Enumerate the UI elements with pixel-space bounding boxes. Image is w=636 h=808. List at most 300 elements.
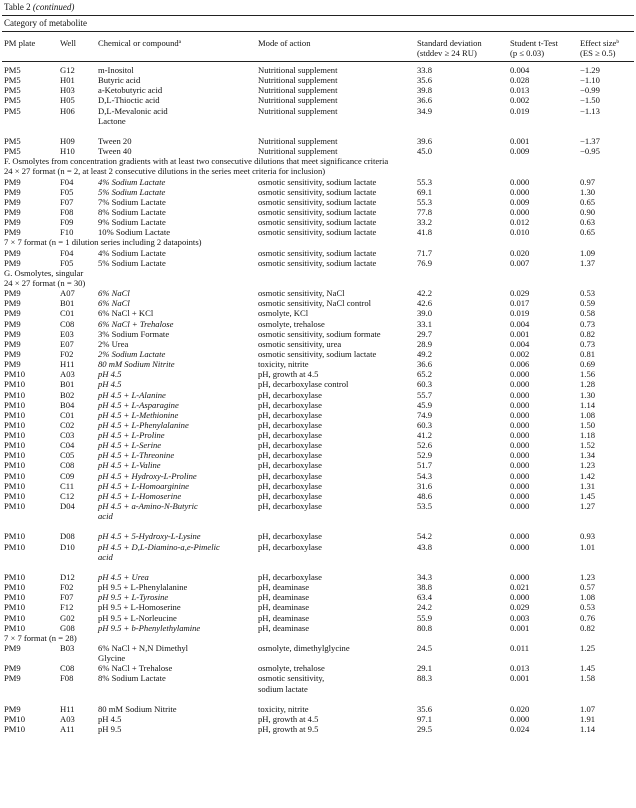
cell-stddev: 34.9 bbox=[417, 105, 433, 116]
cell-well: H09 bbox=[60, 135, 75, 146]
cell-chemical: pH 4.5 + L-Valine bbox=[98, 460, 161, 471]
cell-chemical: 4% Sodium Lactate bbox=[98, 247, 166, 258]
cell-well: H05 bbox=[60, 95, 75, 106]
cell-ttest: 0.000 bbox=[510, 176, 530, 187]
cell-stddev: 55.7 bbox=[417, 389, 433, 400]
cell-chemical: pH 9.5 + L-Phenylalanine bbox=[98, 582, 188, 593]
cell-effect-size: −1.37 bbox=[580, 135, 600, 146]
cell-ttest: 0.020 bbox=[510, 703, 530, 714]
cell-ttest: 0.000 bbox=[510, 430, 530, 441]
cell-effect-size: 0.73 bbox=[580, 318, 596, 329]
cell-stddev: 71.7 bbox=[417, 247, 433, 258]
cell-mode: osmotic sensitivity, sodium lactate bbox=[258, 247, 377, 258]
cell-stddev: 29.7 bbox=[417, 328, 433, 339]
cell-ttest: 0.010 bbox=[510, 227, 530, 238]
cell-chemical: 6% NaCl bbox=[98, 288, 130, 299]
cell-mode: osmotic sensitivity, sodium lactate bbox=[258, 227, 377, 238]
cell-ttest: 0.000 bbox=[510, 531, 530, 542]
cell-effect-size: 1.52 bbox=[580, 440, 596, 451]
cell-mode: Nutritional supplement bbox=[258, 105, 338, 116]
cell-plate: PM10 bbox=[4, 572, 26, 583]
cell-plate: PM10 bbox=[4, 399, 26, 410]
cell-effect-size: 0.82 bbox=[580, 622, 596, 633]
cell-chemical: pH 4.5 + L-Serine bbox=[98, 440, 162, 451]
cell-effect-size: 1.42 bbox=[580, 470, 596, 481]
cell-chemical: acid bbox=[98, 511, 113, 522]
cell-chemical: pH 4.5 bbox=[98, 369, 122, 380]
header-es bbox=[580, 38, 619, 58]
cell-stddev: 60.3 bbox=[417, 379, 433, 390]
section-heading bbox=[0, 238, 636, 248]
cell-ttest: 0.009 bbox=[510, 146, 530, 157]
cell-ttest: 0.013 bbox=[510, 85, 530, 96]
header-es-footnote: b bbox=[616, 39, 620, 45]
cell-effect-size: 0.58 bbox=[580, 308, 596, 319]
header-es-line2: (ES ≥ 0.5) bbox=[580, 48, 616, 58]
cell-stddev: 35.6 bbox=[417, 703, 433, 714]
cell-mode: pH, decarboxylase bbox=[258, 430, 322, 441]
cell-plate: PM10 bbox=[4, 450, 26, 461]
cell-plate: PM10 bbox=[4, 369, 26, 380]
cell-chemical: 80 mM Sodium Nitrite bbox=[98, 359, 175, 370]
cell-mode: pH, decarboxylase bbox=[258, 399, 322, 410]
cell-chemical: pH 4.5 + L-Threonine bbox=[98, 450, 175, 461]
cell-plate: PM10 bbox=[4, 592, 26, 603]
cell-stddev: 39.0 bbox=[417, 308, 433, 319]
cell-mode: toxicity, nitrite bbox=[258, 703, 309, 714]
cell-plate: PM10 bbox=[4, 490, 26, 501]
cell-ttest: 0.003 bbox=[510, 612, 530, 623]
cell-mode: pH, decarboxylase bbox=[258, 450, 322, 461]
cell-effect-size: 1.07 bbox=[580, 703, 596, 714]
cell-mode: osmotic sensitivity, sodium formate bbox=[258, 328, 381, 339]
cell-well: H03 bbox=[60, 85, 75, 96]
cell-stddev: 29.1 bbox=[417, 663, 433, 674]
cell-plate: PM10 bbox=[4, 541, 26, 552]
cell-plate: PM10 bbox=[4, 582, 26, 593]
cell-mode: pH, decarboxylase bbox=[258, 470, 322, 481]
cell-ttest: 0.029 bbox=[510, 602, 530, 613]
cell-ttest: 0.002 bbox=[510, 95, 530, 106]
cell-chemical: 6% NaCl + Trehalose bbox=[98, 663, 173, 674]
section-heading-text: G. Osmolytes, singular bbox=[4, 267, 84, 278]
cell-well: C08 bbox=[60, 663, 75, 674]
cell-ttest: 0.001 bbox=[510, 135, 530, 146]
cell-mode: osmotic sensitivity, sodium lactate bbox=[258, 176, 377, 187]
cell-ttest: 0.000 bbox=[510, 389, 530, 400]
table-row bbox=[0, 614, 636, 624]
cell-well: D12 bbox=[60, 572, 75, 583]
header-chem-text: Chemical or compound bbox=[98, 38, 179, 48]
cell-well: H06 bbox=[60, 105, 75, 116]
cell-chemical: pH 4.5 + L-Phenylalanine bbox=[98, 419, 189, 430]
section-heading-text: 24 × 27 format (n = 30) bbox=[4, 277, 86, 288]
cell-stddev: 33.2 bbox=[417, 217, 433, 228]
table-caption bbox=[4, 3, 74, 12]
cell-mode: pH, decarboxylase bbox=[258, 419, 322, 430]
cell-chemical: pH 4.5 + a-Amino-N-Butyric bbox=[98, 501, 198, 512]
cell-plate: PM5 bbox=[4, 146, 21, 157]
table-row bbox=[0, 573, 636, 583]
cell-stddev: 48.6 bbox=[417, 490, 433, 501]
cell-effect-size: 1.27 bbox=[580, 501, 596, 512]
cell-stddev: 41.2 bbox=[417, 430, 433, 441]
cell-chemical: pH 4.5 + 5-Hydroxy-L-Lysine bbox=[98, 531, 201, 542]
cell-ttest: 0.024 bbox=[510, 724, 530, 735]
cell-stddev: 77.8 bbox=[417, 206, 433, 217]
cell-stddev: 42.6 bbox=[417, 298, 433, 309]
cell-chemical: 6% NaCl + N,N Dimethyl bbox=[98, 643, 189, 654]
cell-plate: PM10 bbox=[4, 480, 26, 491]
cell-effect-size: 1.01 bbox=[580, 541, 596, 552]
cell-well: H01 bbox=[60, 75, 75, 86]
cell-ttest: 0.000 bbox=[510, 490, 530, 501]
cell-ttest: 0.001 bbox=[510, 328, 530, 339]
cell-plate: PM9 bbox=[4, 186, 21, 197]
header-chem bbox=[98, 38, 181, 48]
table-row bbox=[0, 603, 636, 613]
cell-stddev: 80.8 bbox=[417, 622, 433, 633]
cell-stddev: 31.6 bbox=[417, 480, 433, 491]
cell-chemical: pH 4.5 + L-Methionine bbox=[98, 409, 179, 420]
cell-plate: PM9 bbox=[4, 217, 21, 228]
cell-well: A07 bbox=[60, 288, 75, 299]
cell-stddev: 43.8 bbox=[417, 541, 433, 552]
cell-chemical: 5% Sodium Lactate bbox=[98, 186, 166, 197]
cell-ttest: 0.011 bbox=[510, 643, 530, 654]
cell-effect-size: 1.45 bbox=[580, 663, 596, 674]
cell-chemical: 6% NaCl + Trehalose bbox=[98, 318, 174, 329]
cell-mode: osmotic sensitivity, sodium lactate bbox=[258, 196, 377, 207]
cell-stddev: 39.6 bbox=[417, 135, 433, 146]
cell-effect-size: 1.34 bbox=[580, 450, 596, 461]
table-row-continuation bbox=[0, 512, 636, 522]
cell-effect-size: 0.76 bbox=[580, 612, 596, 623]
cell-mode: osmolyte, trehalose bbox=[258, 663, 325, 674]
cell-effect-size: 0.93 bbox=[580, 531, 596, 542]
cell-mode: sodium lactate bbox=[258, 683, 308, 694]
cell-chemical: 2% Urea bbox=[98, 338, 129, 349]
cell-effect-size: −0.95 bbox=[580, 146, 600, 157]
cell-well: C04 bbox=[60, 440, 75, 451]
cell-effect-size: 1.09 bbox=[580, 247, 596, 258]
cell-stddev: 34.3 bbox=[417, 572, 433, 583]
cell-stddev: 63.4 bbox=[417, 592, 433, 603]
cell-stddev: 39.8 bbox=[417, 85, 433, 96]
cell-well: B01 bbox=[60, 379, 75, 390]
table-row bbox=[0, 309, 636, 319]
cell-chemical: 8% Sodium Lactate bbox=[98, 673, 166, 684]
cell-well: C12 bbox=[60, 490, 75, 501]
cell-plate: PM9 bbox=[4, 338, 21, 349]
cell-stddev: 54.3 bbox=[417, 470, 433, 481]
cell-chemical: D,L-Thioctic acid bbox=[98, 95, 160, 106]
cell-well: G08 bbox=[60, 622, 75, 633]
cell-well: C08 bbox=[60, 318, 75, 329]
section-heading bbox=[0, 269, 636, 279]
cell-chemical: pH 4.5 bbox=[98, 379, 122, 390]
table-row bbox=[0, 583, 636, 593]
cell-effect-size: 1.56 bbox=[580, 369, 596, 380]
cell-mode: osmotic sensitivity, urea bbox=[258, 338, 342, 349]
cell-plate: PM10 bbox=[4, 419, 26, 430]
cell-stddev: 36.6 bbox=[417, 359, 433, 370]
cell-ttest: 0.017 bbox=[510, 298, 530, 309]
cell-ttest: 0.001 bbox=[510, 622, 530, 633]
cell-ttest: 0.000 bbox=[510, 399, 530, 410]
cell-plate: PM10 bbox=[4, 430, 26, 441]
cell-well: F05 bbox=[60, 257, 74, 268]
cell-mode: pH, decarboxylase bbox=[258, 440, 322, 451]
cell-plate: PM10 bbox=[4, 714, 26, 724]
cell-well: C01 bbox=[60, 308, 75, 319]
cell-ttest: 0.000 bbox=[510, 714, 530, 724]
cell-effect-size: 1.31 bbox=[580, 480, 596, 491]
cell-chemical: pH 4.5 + L-Proline bbox=[98, 430, 165, 441]
cell-plate: PM9 bbox=[4, 663, 21, 674]
cell-stddev: 74.9 bbox=[417, 409, 433, 420]
cell-effect-size: 1.18 bbox=[580, 430, 596, 441]
row-spacer bbox=[0, 695, 636, 705]
cell-well: F08 bbox=[60, 673, 74, 684]
cell-stddev: 36.6 bbox=[417, 95, 433, 106]
cell-ttest: 0.000 bbox=[510, 440, 530, 451]
cell-effect-size: 0.73 bbox=[580, 338, 596, 349]
cell-stddev: 52.6 bbox=[417, 440, 433, 451]
table-row bbox=[0, 624, 636, 634]
table-row bbox=[0, 543, 636, 553]
cell-well: E03 bbox=[60, 328, 74, 339]
cell-stddev: 33.1 bbox=[417, 318, 433, 329]
cell-well: F09 bbox=[60, 217, 74, 228]
cell-ttest: 0.029 bbox=[510, 288, 530, 299]
cell-mode: osmotic sensitivity, sodium lactate bbox=[258, 348, 377, 359]
cell-well: C03 bbox=[60, 430, 75, 441]
cell-well: F12 bbox=[60, 602, 74, 613]
cell-well: D08 bbox=[60, 531, 75, 542]
cell-mode: pH, deaminase bbox=[258, 612, 310, 623]
cell-ttest: 0.021 bbox=[510, 582, 530, 593]
cell-chemical: 3% Sodium Formate bbox=[98, 328, 170, 339]
cell-well: G02 bbox=[60, 612, 75, 623]
cell-well: D10 bbox=[60, 541, 75, 552]
cell-well: F04 bbox=[60, 176, 74, 187]
cell-well: F10 bbox=[60, 227, 74, 238]
cell-ttest: 0.000 bbox=[510, 460, 530, 471]
cell-mode: Nutritional supplement bbox=[258, 135, 338, 146]
cell-mode: osmotic sensitivity, bbox=[258, 673, 325, 684]
cell-chemical: a-Ketobutyric acid bbox=[98, 85, 163, 96]
cell-stddev: 28.9 bbox=[417, 338, 433, 349]
cell-effect-size: 0.63 bbox=[580, 217, 596, 228]
cell-effect-size: −1.13 bbox=[580, 105, 600, 116]
cell-ttest: 0.000 bbox=[510, 501, 530, 512]
cell-well: F04 bbox=[60, 247, 74, 258]
cell-effect-size: 1.23 bbox=[580, 460, 596, 471]
cell-mode: Nutritional supplement bbox=[258, 85, 338, 96]
cell-effect-size: 1.14 bbox=[580, 724, 596, 735]
cell-well: B04 bbox=[60, 399, 75, 410]
table-row bbox=[0, 107, 636, 117]
category-rule bbox=[2, 31, 634, 32]
cell-chemical: 8% Sodium Lactate bbox=[98, 206, 166, 217]
cell-mode: Nutritional supplement bbox=[258, 95, 338, 106]
cell-effect-size: 1.58 bbox=[580, 673, 596, 684]
cell-ttest: 0.013 bbox=[510, 663, 530, 674]
cell-well: C11 bbox=[60, 480, 75, 491]
cell-stddev: 88.3 bbox=[417, 673, 433, 684]
header-well: Well bbox=[60, 38, 77, 48]
cell-mode: osmotic sensitivity, sodium lactate bbox=[258, 257, 377, 268]
cell-effect-size: 0.97 bbox=[580, 176, 596, 187]
table-row-continuation bbox=[0, 685, 636, 695]
cell-mode: osmotic sensitivity, sodium lactate bbox=[258, 186, 377, 197]
header-mode: Mode of action bbox=[258, 38, 311, 48]
cell-chemical: pH 4.5 + D,L-Diamino-a,e-Pimelic bbox=[98, 541, 220, 552]
cell-plate: PM10 bbox=[4, 409, 26, 420]
cell-effect-size: −1.29 bbox=[580, 65, 600, 75]
cell-chemical: pH 4.5 + L-Homoserine bbox=[98, 490, 182, 501]
cell-plate: PM9 bbox=[4, 328, 21, 339]
cell-well: A03 bbox=[60, 714, 75, 724]
header-sd bbox=[417, 38, 482, 58]
cell-plate: PM9 bbox=[4, 247, 21, 258]
table-continued-label: (continued) bbox=[32, 2, 75, 12]
cell-stddev: 76.9 bbox=[417, 257, 433, 268]
cell-ttest: 0.004 bbox=[510, 318, 530, 329]
cell-effect-size: 1.45 bbox=[580, 490, 596, 501]
cell-stddev: 55.3 bbox=[417, 196, 433, 207]
table-row bbox=[0, 674, 636, 684]
cell-ttest: 0.020 bbox=[510, 247, 530, 258]
cell-stddev: 53.5 bbox=[417, 501, 433, 512]
cell-ttest: 0.000 bbox=[510, 592, 530, 603]
cell-ttest: 0.006 bbox=[510, 359, 530, 370]
cell-mode: pH, deaminase bbox=[258, 602, 310, 613]
cell-plate: PM10 bbox=[4, 602, 26, 613]
cell-chemical: pH 4.5 + L-Alanine bbox=[98, 389, 166, 400]
cell-stddev: 69.1 bbox=[417, 186, 433, 197]
cell-chemical: acid bbox=[98, 551, 113, 562]
cell-plate: PM10 bbox=[4, 389, 26, 400]
cell-ttest: 0.000 bbox=[510, 572, 530, 583]
cell-plate: PM9 bbox=[4, 298, 21, 309]
cell-well: B02 bbox=[60, 389, 75, 400]
cell-plate: PM5 bbox=[4, 85, 21, 96]
cell-plate: PM10 bbox=[4, 612, 26, 623]
cell-stddev: 51.7 bbox=[417, 460, 433, 471]
cell-stddev: 52.9 bbox=[417, 450, 433, 461]
cell-well: A11 bbox=[60, 724, 75, 735]
cell-chemical: Butyric acid bbox=[98, 75, 141, 86]
table-row bbox=[0, 299, 636, 309]
cell-plate: PM5 bbox=[4, 75, 21, 86]
cell-stddev: 55.9 bbox=[417, 612, 433, 623]
cell-effect-size: 0.57 bbox=[580, 582, 596, 593]
cell-plate: PM5 bbox=[4, 135, 21, 146]
cell-chemical: D,L-Mevalonic acid bbox=[98, 105, 168, 116]
cell-chemical: Tween 20 bbox=[98, 135, 132, 146]
header-chem-footnote: a bbox=[178, 39, 182, 45]
cell-effect-size: 0.81 bbox=[580, 348, 596, 359]
cell-mode: pH, deaminase bbox=[258, 622, 310, 633]
table-row bbox=[0, 360, 636, 370]
cell-ttest: 0.000 bbox=[510, 409, 530, 420]
cell-effect-size: 1.08 bbox=[580, 409, 596, 420]
table-number: Table 2 bbox=[4, 2, 31, 12]
cell-well: B01 bbox=[60, 298, 75, 309]
cell-well: C09 bbox=[60, 470, 75, 481]
cell-stddev: 49.2 bbox=[417, 348, 433, 359]
cell-ttest: 0.002 bbox=[510, 348, 530, 359]
cell-well: B03 bbox=[60, 643, 75, 654]
cell-chemical: pH 9.5 bbox=[98, 724, 122, 735]
cell-stddev: 65.2 bbox=[417, 369, 433, 380]
cell-chemical: 10% Sodium Lactate bbox=[98, 227, 171, 238]
cell-well: H11 bbox=[60, 359, 75, 370]
cell-effect-size: 1.30 bbox=[580, 389, 596, 400]
cell-ttest: 0.004 bbox=[510, 65, 530, 75]
cell-well: C01 bbox=[60, 409, 75, 420]
cell-ttest: 0.000 bbox=[510, 206, 530, 217]
cell-chemical: pH 4.5 + L-Asparagine bbox=[98, 399, 179, 410]
cell-well: D04 bbox=[60, 501, 75, 512]
cell-stddev: 33.8 bbox=[417, 65, 433, 75]
cell-chemical: pH 9.5 + L-Tyrosine bbox=[98, 592, 169, 603]
cell-well: F05 bbox=[60, 186, 74, 197]
cell-chemical: 6% NaCl + KCl bbox=[98, 308, 154, 319]
header-ttest-line2: (p ≤ 0.03) bbox=[510, 48, 545, 58]
cell-chemical: 4% Sodium Lactate bbox=[98, 176, 166, 187]
cell-mode: osmotic sensitivity, NaCl bbox=[258, 288, 345, 299]
cell-effect-size: −1.10 bbox=[580, 75, 600, 86]
cell-mode: pH, growth at 9.5 bbox=[258, 724, 319, 735]
table-row bbox=[0, 350, 636, 360]
cell-plate: PM9 bbox=[4, 206, 21, 217]
cell-mode: pH, decarboxylase bbox=[258, 541, 322, 552]
cell-stddev: 55.3 bbox=[417, 176, 433, 187]
cell-plate: PM9 bbox=[4, 308, 21, 319]
cell-ttest: 0.001 bbox=[510, 673, 530, 684]
cell-well: C05 bbox=[60, 450, 75, 461]
cell-effect-size: 1.25 bbox=[580, 643, 596, 654]
cell-well: A03 bbox=[60, 369, 75, 380]
cell-mode: pH, growth at 4.5 bbox=[258, 369, 319, 380]
cell-ttest: 0.000 bbox=[510, 186, 530, 197]
cell-mode: pH, decarboxylase control bbox=[258, 379, 349, 390]
cell-plate: PM9 bbox=[4, 196, 21, 207]
cell-plate: PM10 bbox=[4, 379, 26, 390]
top-rule bbox=[2, 15, 634, 16]
table-row bbox=[0, 725, 636, 735]
category-label: Category of metabolite bbox=[4, 18, 87, 28]
cell-chemical: 6% NaCl bbox=[98, 298, 130, 309]
cell-mode: Nutritional supplement bbox=[258, 146, 338, 157]
table-row bbox=[0, 502, 636, 512]
cell-ttest: 0.028 bbox=[510, 75, 530, 86]
cell-plate: PM9 bbox=[4, 703, 21, 714]
cell-plate: PM10 bbox=[4, 501, 26, 512]
cell-mode: Nutritional supplement bbox=[258, 65, 338, 75]
cell-plate: PM9 bbox=[4, 318, 21, 329]
table-row bbox=[0, 380, 636, 390]
cell-ttest: 0.000 bbox=[510, 480, 530, 491]
cell-effect-size: 1.28 bbox=[580, 379, 596, 390]
cell-plate: PM10 bbox=[4, 460, 26, 471]
cell-mode: pH, decarboxylase bbox=[258, 531, 322, 542]
cell-stddev: 42.2 bbox=[417, 288, 433, 299]
table-row-continuation bbox=[0, 117, 636, 127]
